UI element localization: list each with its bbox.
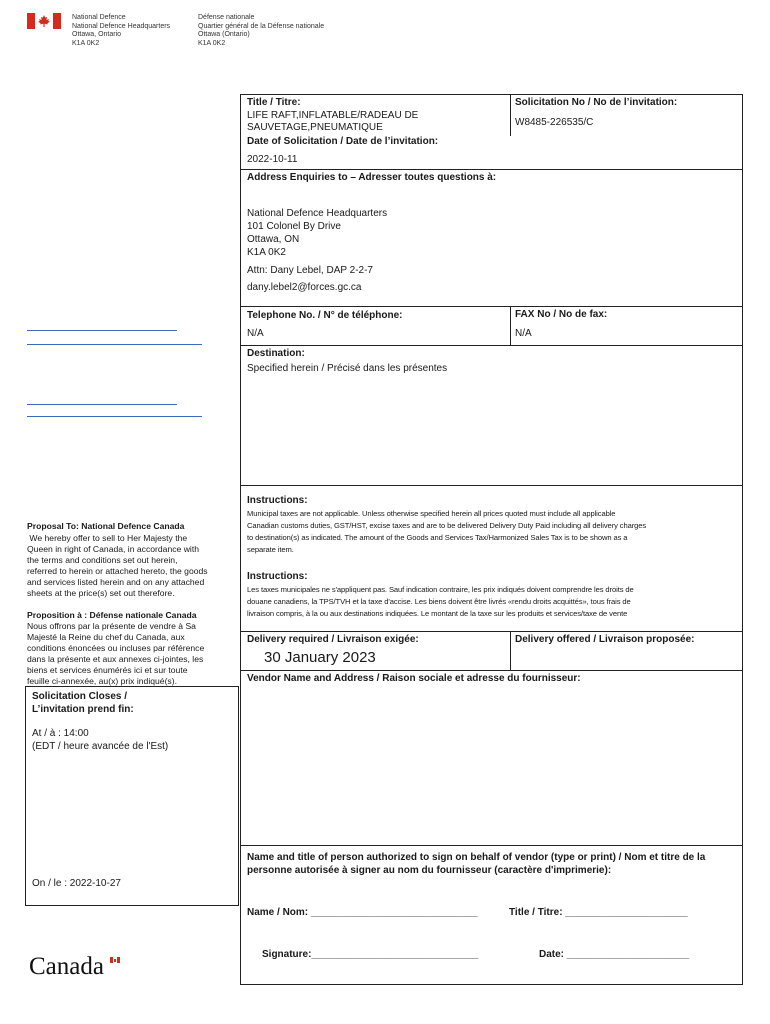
instructions-fr-line: douane canadiens, la TPS/TVH et la taxe d'accise. Les biens doivent être livrés «rendu droits acquittés», tous frais de: [247, 597, 631, 606]
proposal-fr-line: feuille ci-annexée, au(x) prix indiqué(s).: [27, 676, 177, 686]
header-en-postal: K1A 0K2: [72, 39, 100, 47]
instructions-en-line: Municipal taxes are not applicable. Unless otherwise specified herein all prices quoted must include all applicable: [247, 509, 616, 518]
solicitation-date-label: Date of Solicitation / Date de l’invitation:: [247, 136, 439, 147]
address-email[interactable]: dany.lebel2@forces.gc.ca: [247, 282, 362, 293]
title-line-2: SAUVETAGE,PNEUMATIQUE: [247, 122, 383, 133]
proposal-en-line: sheets at the price(s) set out therefore.: [27, 588, 175, 598]
instructions-fr-line: livraison compris, à la ou aux destinations indiquées. Le montant de la taxe sur les produits et services/taxe de vente: [247, 609, 628, 618]
address-line-3: Ottawa, ON: [247, 234, 300, 245]
divider: [240, 169, 743, 170]
blank-link-line[interactable]: [27, 404, 177, 405]
solicitation-closes-box: [25, 686, 239, 906]
signature-date-field[interactable]: Date: ______________________: [539, 949, 690, 960]
divider: [240, 485, 743, 486]
instructions-fr-line: Les taxes municipales ne s'appliquent pas. Sauf indication contraire, les prix indiqués doivent comprendre les droits de: [247, 585, 634, 594]
address-attn: Attn: Dany Lebel, DAP 2-2-7: [247, 265, 373, 276]
proposal-en-line: We hereby offer to sell to Her Majesty the: [27, 533, 188, 543]
delivery-offered-label: Delivery offered / Livraison proposée:: [515, 634, 695, 645]
proposal-fr-text: [27, 621, 237, 687]
divider: [510, 631, 511, 671]
delivery-required-label: Delivery required / Livraison exigée:: [247, 634, 419, 645]
instructions-en-line: to destination(s) as indicated. The amount of the Goods and Services Tax/Harmonized Sales Tax is to be shown as a: [247, 533, 628, 542]
proposal-fr-line: dans la présente et aux annexes ci-jointes, les: [27, 654, 204, 664]
divider: [240, 845, 743, 846]
blank-link-line[interactable]: [27, 416, 202, 417]
closes-time: At / à : 14:00: [32, 728, 89, 739]
solicitation-number-value: W8485-226535/C: [515, 117, 594, 128]
title-line-1: LIFE RAFT,INFLATABLE/RADEAU DE: [247, 110, 419, 121]
signer-name-field[interactable]: Name / Nom: ______________________________: [247, 907, 478, 918]
vendor-name-address-label: Vendor Name and Address / Raison sociale et adresse du fournisseur:: [247, 673, 581, 684]
canada-flag-icon: [27, 13, 61, 29]
divider: [240, 306, 743, 307]
telephone-value: N/A: [247, 328, 264, 339]
proposal-en-text: [27, 533, 237, 599]
fax-label: FAX No / No de fax:: [515, 309, 608, 320]
solicitation-number-label: Solicitation No / No de l’invitation:: [515, 97, 678, 108]
destination-value: Specified herein / Précisé dans les présentes: [247, 363, 448, 374]
proposal-fr-line: Nous offrons par la présente de vendre à Sa: [27, 621, 196, 631]
header-english: [72, 14, 170, 48]
title-label: Title / Titre:: [247, 97, 301, 108]
header-en-dept: National Defence: [72, 14, 126, 21]
divider: [240, 670, 743, 671]
proposal-en-heading: Proposal To: National Defence Canada: [27, 521, 185, 531]
proposal-fr-line: Majesté la Reine du chef du Canada, aux: [27, 632, 185, 642]
header-french: [198, 14, 324, 48]
solicitation-date-value: 2022-10-11: [247, 154, 298, 165]
proposal-en-line: Queen in right of Canada, in accordance with: [27, 544, 199, 554]
closes-label-fr: L’invitation prend fin:: [32, 704, 134, 715]
address-line-4: K1A 0K2: [247, 247, 286, 258]
address-line-1: National Defence Headquarters: [247, 208, 388, 219]
address-line-2: 101 Colonel By Drive: [247, 221, 341, 232]
proposal-en-line: and services listed herein and on any attached: [27, 577, 205, 587]
proposal-fr-line: biens et services énumérés ici et sur toute: [27, 665, 188, 675]
destination-label: Destination:: [247, 348, 305, 359]
delivery-required-value: 30 January 2023: [264, 649, 376, 666]
divider: [240, 345, 743, 346]
proposal-en-line: the terms and conditions set out herein,: [27, 555, 178, 565]
wordmark-flag-icon: [110, 957, 120, 963]
authorized-signer-label: [247, 852, 739, 877]
divider: [240, 631, 743, 632]
fax-value: N/A: [515, 328, 532, 339]
header-en-hq: National Defence Headquarters: [72, 22, 171, 30]
blank-link-line[interactable]: [27, 344, 202, 345]
authorized-signer-line-2: personne autorisée à signer au nom du fournisseur (caractère d'imprimerie):: [247, 864, 612, 876]
header-fr-dept: Défense nationale: [198, 14, 255, 21]
proposal-en-line: referred to herein or attached hereto, the goods: [27, 566, 208, 576]
canada-wordmark: Canada: [29, 953, 104, 980]
header-fr-hq: Quartier général de la Défense nationale: [198, 22, 325, 30]
address-enquiries-label: Address Enquiries to – Adresser toutes questions à:: [247, 172, 497, 183]
telephone-label: Telephone No. / N° de téléphone:: [247, 310, 403, 321]
closes-label-en: Solicitation Closes /: [32, 691, 128, 702]
instructions-en-text: [247, 508, 739, 556]
closes-date: On / le : 2022-10-27: [32, 878, 121, 889]
header-fr-city: Ottawa (Ontario): [198, 31, 250, 39]
divider: [510, 94, 511, 136]
header-en-city: Ottawa, Ontario: [72, 31, 122, 39]
instructions-fr-heading: Instructions:: [247, 571, 308, 582]
instructions-en-line: Canadian customs duties, GST/HST, excise taxes and are to be delivered Delivery Duty Paid including all delivery charges: [247, 521, 647, 530]
instructions-en-line: separate item.: [247, 545, 294, 554]
signer-title-field[interactable]: Title / Titre: ______________________: [509, 907, 688, 918]
blank-link-line[interactable]: [27, 330, 177, 331]
proposal-fr-heading: Proposition à : Défense nationale Canada: [27, 610, 197, 620]
divider: [510, 306, 511, 346]
closes-timezone: (EDT / heure avancée de l'Est): [32, 741, 169, 752]
instructions-fr-text: [247, 584, 739, 620]
authorized-signer-line-1: Name and title of person authorized to sign on behalf of vendor (type or print) / Nom et titre de la: [247, 852, 706, 863]
signature-field[interactable]: Signature:______________________________: [262, 949, 479, 960]
instructions-en-heading: Instructions:: [247, 495, 308, 506]
proposal-fr-line: conditions énoncées ou incluses par référence: [27, 643, 205, 653]
header-fr-postal: K1A 0K2: [198, 39, 226, 47]
